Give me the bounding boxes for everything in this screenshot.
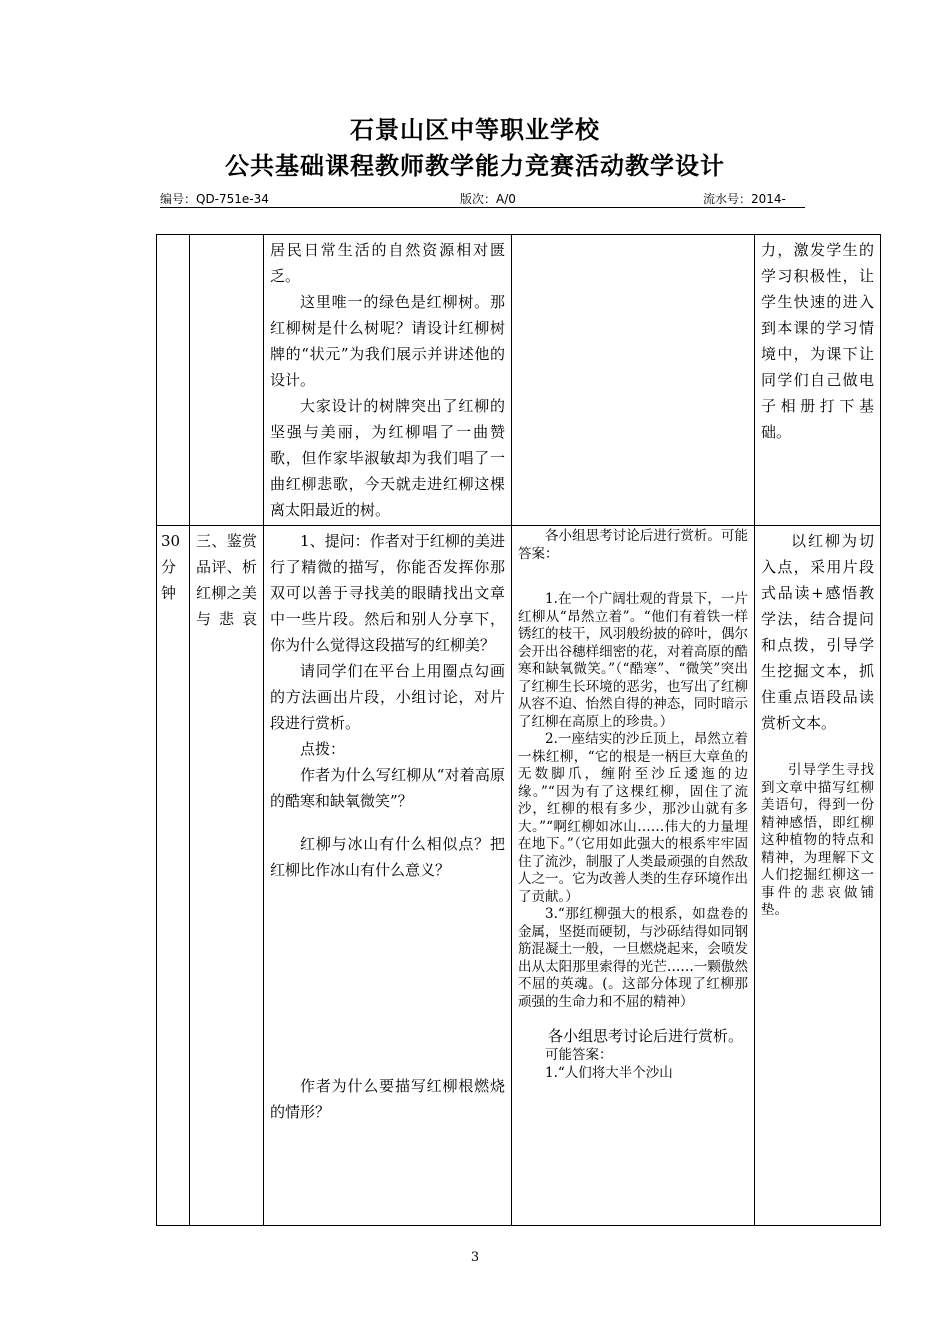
student-activity-cell [512,526,755,1226]
teacher-instruction: 请同学们在平台上用圈点勾画的方法画出片段，小组讨论，对片段进行赏析。 [270,662,505,732]
document-version: 版次：A/0 [460,192,516,206]
hint-question: 作者为什么要描写红柳根燃烧的情形？ [270,1077,505,1121]
student-answer: 3.“那红柳强大的根系，如盘卷的金属，坚挺而硬韧，与沙砾结得如同钢筋混凝土一般，一旦燃烧起来，会喷发出从太阳那里索得的光芒……一颗傲然不屈的英魂。(。这部分体现了红柳那顽强的生命力和不屈的精神） [518,906,748,1010]
student-intro: 各小组思考讨论后进行赏析。可能答案： [518,528,748,562]
hint-question: 作者为什么写红柳从“对着高原的酷寒和缺氧微笑”？ [270,766,505,810]
teacher-activity-cell [264,235,512,526]
design-intent-cell [755,235,881,526]
step-cell [190,526,264,1226]
time-cell [157,526,190,1226]
student-activity-cell [512,235,755,526]
student-answer: 1.在一个广阔壮观的背景下，一片红柳从“昂然立着”。“他们有着铁一样锈红的枝干，风羽般纷披的碎叶，偶尔会开出谷穗样细密的花，对着高原的酷寒和缺氧微笑。”（“酷寒”、“微笑”突出了红柳生长环境的恶劣，也写出了红柳从容不迫、怡然自得的神态，同时暗示了红柳在高原上的珍贵。） [518,591,748,730]
step-title: 三、鉴赏品评、析红柳之美与悲哀 [196,532,257,628]
teacher-paragraph: 居民日常生活的自然资源相对匮乏。 [270,241,505,285]
page-number: 3 [470,1250,480,1265]
intent-paragraph: 力，激发学生的学习积极性，让学生快速的进入到本课的学习情境中，为课下让同学们自己做电子相册打下基础。 [761,241,874,441]
teacher-activity-cell [264,526,512,1226]
school-title: 石景山区中等职业学校 [350,116,600,144]
design-intent-cell [755,526,881,1226]
step-cell [190,235,264,526]
intent-paragraph: 以红柳为切入点，采用片段式品读+感悟教学法，结合提问和点拨，引导学生挖掘文本，抓住重点语段品读赏析文本。 [761,532,874,732]
time-value: 30分钟 [161,532,181,602]
student-answer: 2.一座结实的沙丘顶上，昂然立着一株红柳，“它的根是一柄巨大章鱼的无数脚爪，缠附至沙丘逶迤的边缘。”“因为有了这棵红柳，固住了流沙，红柳的根有多少，那沙山就有多大。”“啊红柳如冰山……伟大的力量埋在地下。”（它用如此强大的根系牢牢固住了流沙，制服了人类最顽强的自然敌人之一。它为改善人类的生存环境作出了贡献。） [518,731,748,905]
table-row [157,235,881,526]
table-row [157,526,881,1226]
student-intro: 各小组思考讨论后进行赏析。 [548,1027,744,1045]
student-answer: 1.“人们将大半个沙山 [545,1064,673,1081]
hint-label: 点拨： [300,740,346,758]
document-serial: 流水号：2014- [703,192,786,206]
lesson-plan-table [156,234,881,1226]
intent-paragraph: 引导学生寻找到文章中描写红柳美语句，得到一份精神感悟，即红柳这种植物的特点和精神，为理解下文人们挖掘红柳这一事件的悲哀做铺垫。 [761,762,874,918]
document-title: 公共基础课程教师教学能力竞赛活动教学设计 [225,152,725,180]
time-cell [157,235,190,526]
teacher-paragraph: 这里唯一的绿色是红柳树。那红柳树是什么树呢？请设计红柳树牌的“状元”为我们展示并讲述他的设计。 [270,293,505,389]
teacher-question: 1、提问：作者对于红柳的美进行了精微的描写，你能否发挥你那双可以善于寻找美的眼睛找出文章中一些片段。然后和别人分享下，你为什么觉得这段描写的红柳美？ [270,532,505,654]
document-code: 编号：QD-751e-34 [160,192,269,206]
document-meta-bar [160,189,805,208]
teacher-paragraph: 大家设计的树牌突出了红柳的坚强与美丽，为红柳唱了一曲赞歌，但作家毕淑敏却为我们唱了一曲红柳悲歌，今天就走进红柳这棵离太阳最近的树。 [270,397,505,519]
possible-label: 可能答案： [545,1047,613,1063]
hint-question: 红柳与冰山有什么相似点？把红柳比作冰山有什么意义？ [270,835,505,879]
